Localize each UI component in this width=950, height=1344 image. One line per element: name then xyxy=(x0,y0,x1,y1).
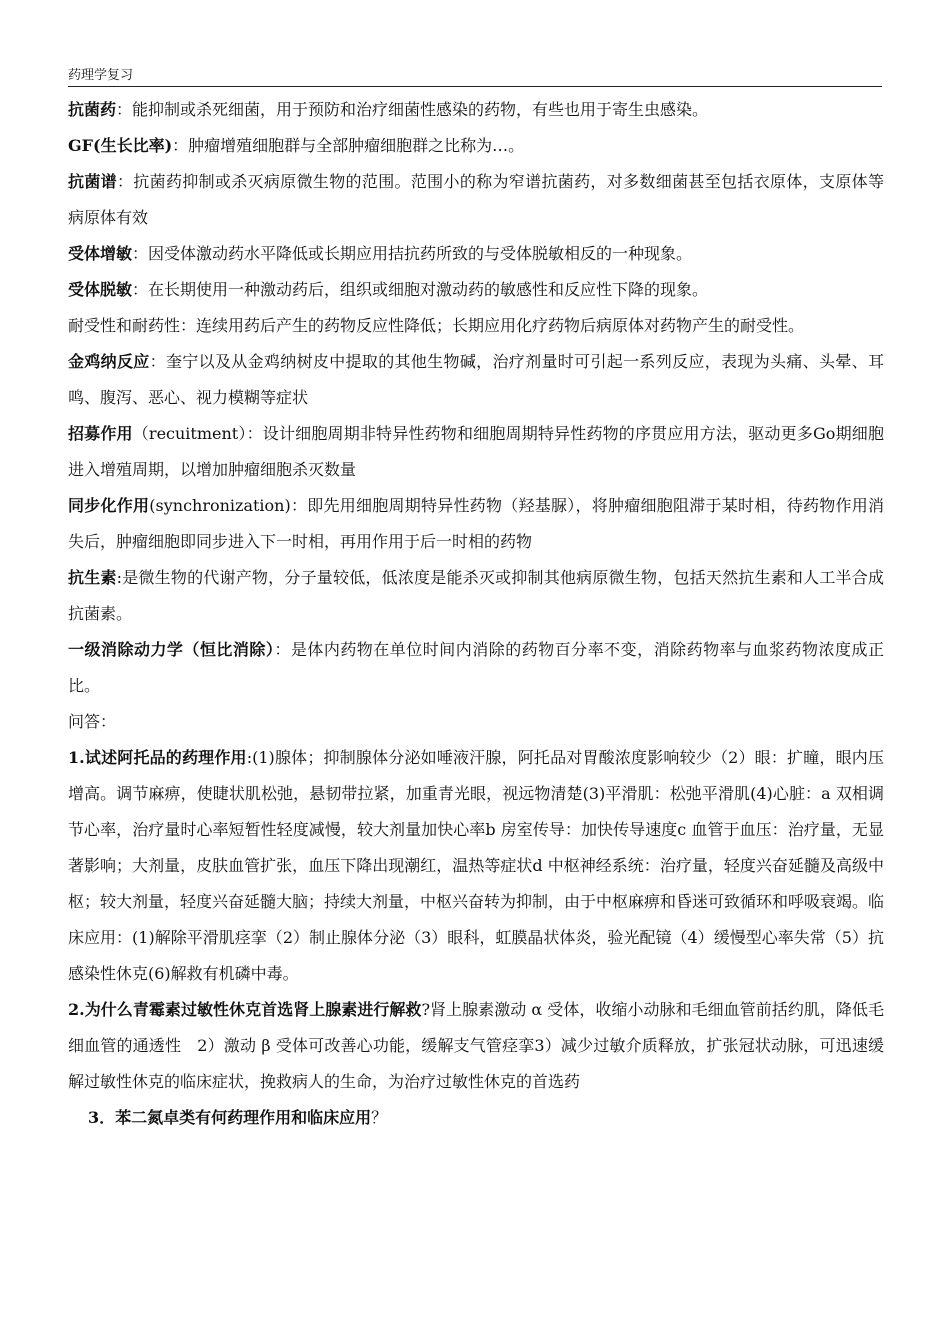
definition-entry xyxy=(68,236,884,272)
definition-term: 受体增敏 xyxy=(68,244,133,263)
definition-text: (synchronization)：即先用细胞周期特异性药物（羟基脲），将肿瘤细胞阻滞于某时相，待药物作用消失后，肿瘤细胞即同步进入下一时相，再用作用于后一时相的药物 xyxy=(68,496,884,551)
definition-text: （recuitment）：设计细胞周期非特异性药物和细胞周期特异性药物的序贯应用方法，驱动更多Go期细胞进入增殖周期，以增加肿瘤细胞杀灭数量 xyxy=(68,424,884,479)
question-entry xyxy=(68,1100,884,1136)
question-title: 1.试述阿托品的药理作用 xyxy=(68,748,247,767)
definition-entry xyxy=(68,272,884,308)
definition-text: ：是体内药物在单位时间内消除的药物百分率不变，消除药物率与血浆药物浓度成正比。 xyxy=(68,640,884,695)
definition-text: 耐受性和耐药性：连续用药后产生的药物反应性降低；长期应用化疗药物后病原体对药物产生的耐受性。 xyxy=(68,316,805,335)
definition-term: 受体脱敏 xyxy=(68,280,133,299)
question-answer: :(1)腺体；抑制腺体分泌如唾液汗腺，阿托品对胃酸浓度影响较少（2）眼：扩瞳，眼内压增高。调节麻痹，使睫状肌松弛，悬韧带拉紧，加重青光眼，视远物清楚(3)平滑肌：松弛平滑肌(4)心脏：a 双相调节心率，治疗量时心率短暂性轻度减慢，较大剂量加快心率b 房室传导：加快传导速度c 血管于血压：治疗量，无显著影响；大剂量，皮肤血管扩张，血压下降出现潮红，温热等症状d 中枢神经系统：治疗量，轻度兴奋延髓及高级中枢；较大剂量，轻度兴奋延髓大脑；持续大剂量，中枢兴奋转为抑制，由于中枢麻痹和昏迷可致循环和呼吸衰竭。临床应用：(1)解除平滑肌痉挛（2）制止腺体分泌（3）眼科，虹膜晶状体炎，验光配镜（4）缓慢型心率失常（5）抗感染性休克(6)解救有机磷中毒。 xyxy=(68,748,885,983)
header-title: 药理学复习 xyxy=(68,68,134,83)
definition-term: 抗生素 xyxy=(68,568,117,587)
definition-entry xyxy=(68,92,884,128)
definition-term: 抗菌谱 xyxy=(68,172,117,191)
definition-entry xyxy=(68,488,884,560)
definition-term: GF(生长比率) xyxy=(68,136,173,155)
definition-entry xyxy=(68,632,884,704)
question-entry xyxy=(68,740,884,992)
definition-text: ：能抑制或杀死细菌，用于预防和治疗细菌性感染的药物，有些也用于寄生虫感染。 xyxy=(116,100,709,119)
definition-text: ：肿瘤增殖细胞群与全部肿瘤细胞群之比称为…。 xyxy=(172,136,525,155)
definition-text: ：抗菌药抑制或杀灭病原微生物的范围。范围小的称为窄谱抗菌药，对多数细菌甚至包括衣原体，支原体等病原体有效 xyxy=(68,172,884,227)
page-header xyxy=(68,64,882,87)
definition-entry xyxy=(68,416,884,488)
qa-heading: 问答： xyxy=(68,712,117,731)
definition-term: 一级消除动力学（恒比消除） xyxy=(68,640,275,659)
definition-term: 同步化作用 xyxy=(68,496,150,515)
question-title: 2.为什么青霉素过敏性休克首选肾上腺素进行解救 xyxy=(68,1000,422,1019)
definition-text: :是微生物的代谢产物，分子量较低，低浓度是能杀灭或抑制其他病原微生物，包括天然抗生素和人工半合成抗菌素。 xyxy=(68,568,884,623)
definition-entry xyxy=(68,344,884,416)
question-answer: ？ xyxy=(371,1108,388,1127)
question-title: 3．苯二氮卓类有何药理作用和临床应用 xyxy=(88,1108,372,1127)
definition-term: 招募作用 xyxy=(68,424,133,443)
definition-term: 金鸡纳反应 xyxy=(68,352,150,371)
definition-text: ：奎宁以及从金鸡纳树皮中提取的其他生物碱，治疗剂量时可引起一系列反应，表现为头痛、头晕、耳鸣、腹泻、恶心、视力模糊等症状 xyxy=(68,352,884,407)
definition-entry xyxy=(68,128,884,164)
definition-entry xyxy=(68,308,884,344)
document-body xyxy=(68,92,884,1136)
definition-entry xyxy=(68,164,884,236)
definition-entry xyxy=(68,560,884,632)
question-answer: ?肾上腺素激动 α 受体，收缩小动脉和毛细血管前括约肌，降低毛细血管的通透性 2）激动 β 受体可改善心功能，缓解支气管痉挛3）减少过敏介质释放，扩张冠状动脉，可迅速缓解过敏性休克的临床症状，挽救病人的生命，为治疗过敏性休克的首选药 xyxy=(68,1000,884,1091)
definition-text: ：因受体激动药水平降低或长期应用拮抗药所致的与受体脱敏相反的一种现象。 xyxy=(132,244,693,263)
definition-term: 抗菌药 xyxy=(68,100,117,119)
definition-text: ：在长期使用一种激动药后，组织或细胞对激动药的敏感性和反应性下降的现象。 xyxy=(132,280,709,299)
question-entry xyxy=(68,992,884,1100)
